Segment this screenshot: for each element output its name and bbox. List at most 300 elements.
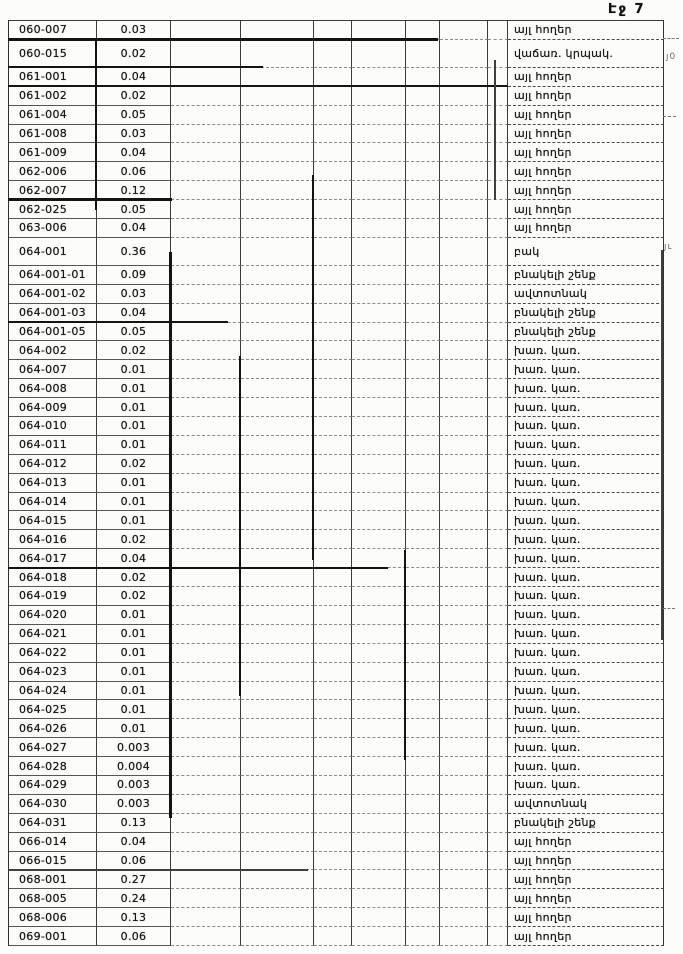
parcel-code-cell: [9, 852, 97, 871]
empty-cell: [314, 285, 352, 304]
land-use-label: խառ. կառ.: [514, 513, 581, 527]
table-row: [9, 606, 664, 625]
empty-cell: [488, 200, 508, 219]
empty-cell: [314, 474, 352, 493]
empty-cell: [314, 238, 352, 266]
empty-cell: [406, 625, 440, 644]
empty-cell: [241, 304, 314, 323]
parcel-code-cell: [9, 474, 97, 493]
land-use-label: խառ. կառ.: [514, 665, 581, 679]
land-use-label-cell: [508, 833, 664, 852]
area-value-cell: [97, 304, 171, 323]
empty-cell: [440, 530, 488, 549]
empty-cell: [440, 398, 488, 417]
empty-cell: [241, 219, 314, 238]
empty-cell: [241, 143, 314, 162]
parcel-code: 068-006: [19, 910, 68, 924]
empty-cell: [406, 266, 440, 285]
empty-cell: [241, 682, 314, 701]
table-row: [9, 436, 664, 455]
land-use-label-cell: [508, 795, 664, 814]
empty-cell: [440, 238, 488, 266]
parcel-code: 064-013: [19, 476, 68, 490]
empty-cell: [352, 833, 406, 852]
empty-cell: [352, 889, 406, 908]
area-value-cell: [97, 162, 171, 181]
parcel-code: 064-030: [19, 797, 68, 811]
empty-cell: [488, 738, 508, 757]
empty-cell: [440, 143, 488, 162]
area-value-cell: [97, 606, 171, 625]
table-row: [9, 833, 664, 852]
land-use-label-cell: [508, 162, 664, 181]
area-value-cell: [97, 738, 171, 757]
area-value-cell: [97, 682, 171, 701]
area-value: 0.01: [120, 400, 147, 414]
empty-cell: [171, 493, 241, 512]
empty-cell: [488, 776, 508, 795]
land-use-label-cell: [508, 719, 664, 738]
empty-cell: [488, 870, 508, 889]
area-value-cell: [97, 795, 171, 814]
empty-cell: [406, 587, 440, 606]
parcel-code: 064-022: [19, 646, 68, 660]
table-row: [9, 285, 664, 304]
area-value: 0.003: [117, 740, 150, 754]
empty-cell: [440, 644, 488, 663]
area-value-cell: [97, 87, 171, 106]
table-row: [9, 181, 664, 200]
land-use-label-cell: [508, 379, 664, 398]
empty-cell: [352, 568, 406, 587]
parcel-code-cell: [9, 776, 97, 795]
table-row: [9, 323, 664, 342]
scan-artifact: [663, 38, 679, 39]
parcel-code: 062-025: [19, 202, 68, 216]
empty-cell: [241, 181, 314, 200]
empty-cell: [171, 143, 241, 162]
area-value-cell: [97, 398, 171, 417]
empty-cell: [352, 417, 406, 436]
area-value: 0.09: [120, 268, 147, 282]
parcel-code: 061-004: [19, 108, 68, 122]
area-value: 0.01: [120, 419, 147, 433]
area-value: 0.06: [120, 929, 147, 943]
empty-cell: [171, 568, 241, 587]
empty-cell: [406, 852, 440, 871]
empty-cell: [406, 738, 440, 757]
area-value-cell: [97, 455, 171, 474]
area-value-cell: [97, 719, 171, 738]
area-value: 0.02: [120, 343, 147, 357]
land-use-label-cell: [508, 21, 664, 40]
parcel-code-cell: [9, 757, 97, 776]
empty-cell: [352, 40, 406, 68]
empty-cell: [488, 285, 508, 304]
empty-cell: [352, 455, 406, 474]
empty-cell: [314, 323, 352, 342]
parcel-code-cell: [9, 68, 97, 87]
empty-cell: [171, 852, 241, 871]
area-value: 0.01: [120, 683, 147, 697]
parcel-code: 064-001-05: [19, 325, 86, 339]
area-value-cell: [97, 125, 171, 144]
empty-cell: [171, 700, 241, 719]
empty-cell: [352, 738, 406, 757]
empty-cell: [314, 814, 352, 833]
empty-cell: [171, 606, 241, 625]
empty-cell: [241, 379, 314, 398]
empty-cell: [440, 568, 488, 587]
empty-cell: [352, 219, 406, 238]
parcel-code: 064-026: [19, 721, 68, 735]
table-row: [9, 219, 664, 238]
empty-cell: [314, 625, 352, 644]
area-value: 0.01: [120, 646, 147, 660]
empty-cell: [171, 436, 241, 455]
empty-cell: [406, 493, 440, 512]
empty-cell: [171, 870, 241, 889]
land-use-label-cell: [508, 606, 664, 625]
empty-cell: [406, 162, 440, 181]
parcel-code-cell: [9, 341, 97, 360]
table-row: [9, 870, 664, 889]
table-row: [9, 106, 664, 125]
area-value-cell: [97, 21, 171, 40]
table-row: [9, 417, 664, 436]
area-value-cell: [97, 238, 171, 266]
land-use-label-cell: [508, 219, 664, 238]
empty-cell: [314, 852, 352, 871]
parcel-code-cell: [9, 738, 97, 757]
empty-cell: [488, 625, 508, 644]
empty-cell: [241, 625, 314, 644]
empty-cell: [241, 323, 314, 342]
parcel-code-cell: [9, 625, 97, 644]
area-value-cell: [97, 266, 171, 285]
empty-cell: [406, 719, 440, 738]
empty-cell: [488, 719, 508, 738]
empty-cell: [488, 323, 508, 342]
table-row: [9, 379, 664, 398]
empty-cell: [241, 927, 314, 946]
empty-cell: [440, 889, 488, 908]
empty-cell: [406, 833, 440, 852]
empty-cell: [314, 162, 352, 181]
empty-cell: [488, 493, 508, 512]
land-use-label: այլ հողեր: [514, 108, 572, 122]
parcel-code-cell: [9, 87, 97, 106]
empty-cell: [314, 200, 352, 219]
parcel-code: 062-006: [19, 164, 68, 178]
empty-cell: [171, 40, 241, 68]
table-row: [9, 889, 664, 908]
empty-cell: [406, 474, 440, 493]
area-value: 0.03: [120, 23, 147, 37]
parcel-code: 064-014: [19, 495, 68, 509]
land-use-label-cell: [508, 143, 664, 162]
empty-cell: [241, 21, 314, 40]
empty-cell: [171, 341, 241, 360]
parcel-code-cell: [9, 568, 97, 587]
empty-cell: [488, 143, 508, 162]
empty-cell: [241, 436, 314, 455]
empty-cell: [241, 266, 314, 285]
empty-cell: [488, 549, 508, 568]
parcel-code: 061-008: [19, 127, 68, 140]
land-use-label: բնակելի շենք: [514, 306, 597, 320]
land-use-label-cell: [508, 889, 664, 908]
parcel-code-cell: [9, 40, 97, 68]
land-use-label: բակ: [514, 244, 540, 258]
empty-cell: [440, 927, 488, 946]
empty-cell: [314, 493, 352, 512]
empty-cell: [488, 436, 508, 455]
parcel-code-cell: [9, 219, 97, 238]
land-use-label-cell: [508, 870, 664, 889]
parcel-code: 064-011: [19, 438, 68, 452]
empty-cell: [314, 21, 352, 40]
area-value: 0.12: [120, 183, 147, 197]
empty-cell: [488, 360, 508, 379]
area-value: 0.01: [120, 476, 147, 490]
empty-cell: [171, 682, 241, 701]
empty-cell: [406, 143, 440, 162]
empty-cell: [314, 511, 352, 530]
empty-cell: [314, 738, 352, 757]
land-use-label: խառ. կառ.: [514, 476, 581, 490]
land-use-label-cell: [508, 814, 664, 833]
empty-cell: [171, 757, 241, 776]
empty-cell: [314, 266, 352, 285]
table-row: [9, 625, 664, 644]
empty-cell: [314, 125, 352, 144]
area-value: 0.01: [120, 362, 147, 376]
area-value-cell: [97, 106, 171, 125]
area-value: 0.13: [120, 910, 147, 924]
area-value-cell: [97, 143, 171, 162]
land-use-label: այլ հողեր: [514, 221, 572, 235]
empty-cell: [406, 511, 440, 530]
area-value-cell: [97, 776, 171, 795]
land-use-label-cell: [508, 68, 664, 87]
table-row: [9, 530, 664, 549]
empty-cell: [488, 700, 508, 719]
empty-cell: [352, 106, 406, 125]
empty-cell: [241, 719, 314, 738]
empty-cell: [488, 219, 508, 238]
land-use-label-cell: [508, 455, 664, 474]
area-value: 0.05: [120, 108, 147, 122]
area-value: 0.004: [117, 759, 150, 773]
empty-cell: [171, 530, 241, 549]
empty-cell: [352, 285, 406, 304]
table-row: [9, 795, 664, 814]
empty-cell: [406, 682, 440, 701]
empty-cell: [314, 587, 352, 606]
empty-cell: [406, 106, 440, 125]
table-row: [9, 757, 664, 776]
empty-cell: [241, 908, 314, 927]
empty-cell: [406, 549, 440, 568]
area-value-cell: [97, 908, 171, 927]
area-value: 0.06: [120, 164, 147, 178]
empty-cell: [314, 68, 352, 87]
land-use-label: խառ. կառ.: [514, 343, 581, 357]
land-use-label: խառ. կառ.: [514, 778, 581, 792]
empty-cell: [488, 266, 508, 285]
table-row: [9, 852, 664, 871]
parcel-code-cell: [9, 549, 97, 568]
parcel-code-cell: [9, 417, 97, 436]
parcel-code: 064-019: [19, 589, 68, 603]
empty-cell: [241, 606, 314, 625]
parcel-code-cell: [9, 125, 97, 144]
parcel-code: 064-021: [19, 627, 68, 641]
land-use-label-cell: [508, 927, 664, 946]
empty-cell: [352, 493, 406, 512]
parcel-code-cell: [9, 870, 97, 889]
empty-cell: [488, 379, 508, 398]
land-use-label: խառ. կառ.: [514, 646, 581, 660]
empty-cell: [171, 474, 241, 493]
empty-cell: [314, 682, 352, 701]
empty-cell: [440, 304, 488, 323]
land-use-label: խառ. կառ.: [514, 740, 581, 754]
parcel-code: 064-016: [19, 532, 68, 546]
land-use-label: այլ հողեր: [514, 70, 572, 84]
parcel-code: 068-005: [19, 891, 68, 905]
area-value-cell: [97, 927, 171, 946]
empty-cell: [171, 285, 241, 304]
land-use-label-cell: [508, 323, 664, 342]
land-use-label: բնակելի շենք: [514, 816, 597, 830]
land-use-label: խառ. կառ.: [514, 608, 581, 622]
empty-cell: [406, 87, 440, 106]
empty-cell: [488, 587, 508, 606]
parcel-code-cell: [9, 304, 97, 323]
parcel-code-cell: [9, 21, 97, 40]
parcel-code-cell: [9, 436, 97, 455]
empty-cell: [488, 106, 508, 125]
area-value: 0.01: [120, 438, 147, 452]
empty-cell: [171, 833, 241, 852]
empty-cell: [171, 266, 241, 285]
empty-cell: [406, 68, 440, 87]
empty-cell: [171, 417, 241, 436]
empty-cell: [440, 21, 488, 40]
parcel-code: 064-015: [19, 513, 68, 527]
empty-cell: [440, 40, 488, 68]
empty-cell: [440, 719, 488, 738]
area-value: 0.01: [120, 513, 147, 527]
parcel-code: 064-001-02: [19, 287, 86, 301]
parcel-code: 064-025: [19, 702, 68, 716]
area-value: 0.02: [120, 89, 147, 103]
margin-note: յ0: [666, 52, 677, 62]
empty-cell: [352, 908, 406, 927]
empty-cell: [241, 68, 314, 87]
land-use-label: խառ. կառ.: [514, 438, 581, 452]
empty-cell: [241, 455, 314, 474]
table-row: [9, 266, 664, 285]
empty-cell: [352, 870, 406, 889]
area-value-cell: [97, 379, 171, 398]
land-use-label: ավտոտնակ: [514, 797, 588, 811]
land-use-label: այլ հողեր: [514, 891, 572, 905]
empty-cell: [314, 795, 352, 814]
empty-cell: [406, 870, 440, 889]
empty-cell: [314, 341, 352, 360]
land-use-label: այլ հողեր: [514, 127, 572, 140]
empty-cell: [406, 125, 440, 144]
parcel-code: 064-024: [19, 683, 68, 697]
area-value: 0.04: [120, 70, 147, 84]
empty-cell: [352, 125, 406, 144]
land-use-label: խառ. կառ.: [514, 400, 581, 414]
land-use-label: խառ. կառ.: [514, 570, 581, 584]
area-value-cell: [97, 436, 171, 455]
empty-cell: [440, 814, 488, 833]
parcel-code: 064-001: [19, 244, 68, 258]
parcel-code: 063-006: [19, 221, 68, 235]
land-use-label-cell: [508, 304, 664, 323]
empty-cell: [488, 908, 508, 927]
empty-cell: [314, 870, 352, 889]
empty-cell: [352, 143, 406, 162]
land-use-label-cell: [508, 87, 664, 106]
land-use-label-cell: [508, 682, 664, 701]
area-value: 0.01: [120, 665, 147, 679]
empty-cell: [488, 757, 508, 776]
land-use-label: այլ հողեր: [514, 929, 572, 943]
empty-cell: [440, 776, 488, 795]
empty-cell: [488, 682, 508, 701]
empty-cell: [171, 511, 241, 530]
empty-cell: [314, 644, 352, 663]
empty-cell: [488, 852, 508, 871]
empty-cell: [488, 87, 508, 106]
empty-cell: [171, 106, 241, 125]
area-value-cell: [97, 493, 171, 512]
area-value-cell: [97, 625, 171, 644]
empty-cell: [171, 455, 241, 474]
table-row: [9, 776, 664, 795]
empty-cell: [488, 40, 508, 68]
empty-cell: [314, 549, 352, 568]
land-use-label: խառ. կառ.: [514, 627, 581, 641]
land-use-label: խառ. կառ.: [514, 532, 581, 546]
area-value: 0.02: [120, 532, 147, 546]
empty-cell: [352, 87, 406, 106]
empty-cell: [241, 417, 314, 436]
empty-cell: [171, 889, 241, 908]
area-value: 0.04: [120, 306, 147, 320]
empty-cell: [352, 379, 406, 398]
empty-cell: [352, 530, 406, 549]
empty-cell: [352, 360, 406, 379]
area-value: 0.01: [120, 721, 147, 735]
table-row: [9, 719, 664, 738]
parcel-code-cell: [9, 455, 97, 474]
land-use-label: վաճառ. կրպակ.: [514, 46, 614, 60]
land-use-label: այլ հողեր: [514, 872, 572, 886]
empty-cell: [406, 219, 440, 238]
parcel-code: 060-007: [19, 23, 68, 37]
empty-cell: [352, 304, 406, 323]
land-use-label-cell: [508, 625, 664, 644]
parcel-code: 060-015: [19, 46, 68, 60]
